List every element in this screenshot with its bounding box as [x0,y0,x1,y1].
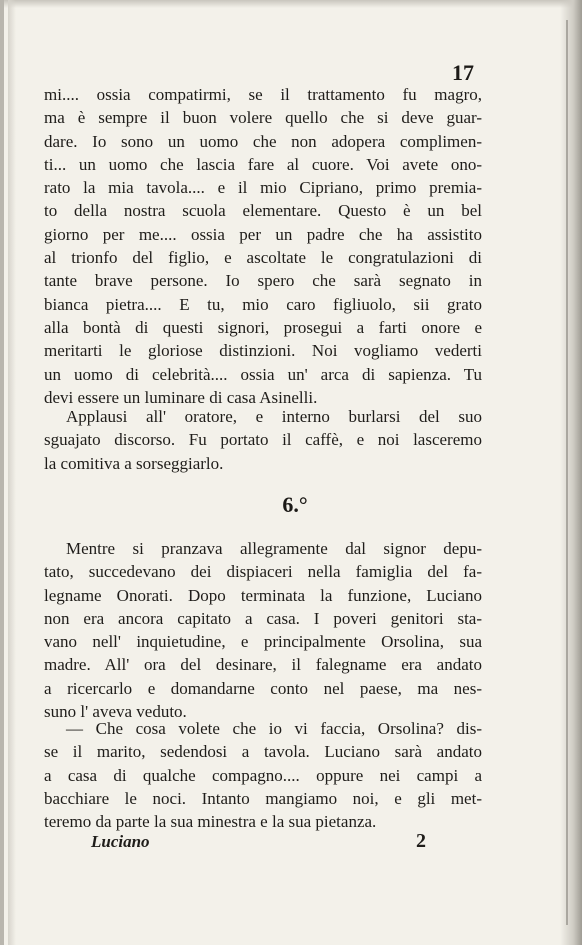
text-line: ti... un uomo che lascia fare al cuore. Voi avete ono- [44,154,482,174]
text-line: suno l' aveva veduto. [44,702,187,722]
text-line: tato, succedevano dei dispiaceri nella famiglia del fa- [44,562,482,582]
text-line: a ricercarlo e domandarne conto nel paese, ma nes- [44,678,482,698]
page-fold-line [566,20,568,925]
text-line: meritarti le gloriose distinzioni. Noi vogliamo vederti [44,341,482,361]
text-line: la comitiva a sorseggiarlo. [44,453,224,473]
text-line: giorno per me.... ossia per un padre che ha assistito [44,224,482,244]
text-line: un uomo di celebrità.... ossia un' arca di sapienza. Tu [44,364,482,384]
text-line: dare. Io sono un uomo che non adopera complimen- [44,131,482,151]
text-line: rato la mia tavola.... e il mio Cipriano, primo premia- [44,178,482,198]
text-line: Applausi all' oratore, e interno burlarsi del suo [66,407,482,426]
text-line: bianca pietra.... E tu, mio caro figliuolo, sii grato [44,294,482,314]
paragraph-dialogue [44,717,482,833]
paragraph-applause [44,405,482,475]
running-foot: Luciano [91,832,150,851]
text-line: a casa di qualche compagno.... oppure nei campi a [44,765,482,785]
text-line: mi.... ossia compatirmi, se il trattamento fu magro, [44,85,482,104]
text-line: se il marito, sedendosi a tavola. Luciano sarà andato [44,742,482,762]
text-line: madre. All' ora del desinare, il falegname era andato [44,655,482,675]
text-line: ma è sempre il buon volere quello che si deve guar- [44,108,482,128]
text-line: alla bontà di questi signori, prosegui a farti onore e [44,317,482,337]
page-left-edge [8,0,16,945]
text-line: bacchiare le noci. Intanto mangiamo noi, e gli met- [44,788,482,808]
text-line: devi essere un luminare di casa Asinelli. [44,387,318,407]
text-line: vano nell' inquietudine, e principalmente Orsolina, sua [44,632,482,652]
text-line: — Che cosa volete che io vi faccia, Orsolina? dis- [66,719,482,738]
paragraph-onorati-family [44,537,482,723]
text-line: to della nostra scuola elementare. Questo è un bel [44,201,482,221]
text-line: Mentre si pranzava allegramente dal signor depu- [66,539,482,558]
text-line: non era ancora capitato a casa. I poveri genitori sta- [44,608,482,628]
text-line: al trionfo del figlio, e ascoltate le congratulazioni di [44,248,482,268]
page-right-edge [560,0,582,945]
page-number: 17 [452,60,474,85]
text-line: legname Onorati. Dopo terminata la funzione, Luciano [44,585,482,605]
text-line: sguajato discorso. Fu portato il caffè, e noi lasceremo [44,430,482,450]
paragraph-speech-end [44,83,482,409]
text-line: tante brave persone. Io spero che sarà segnato in [44,271,482,291]
signature-mark: 2 [416,830,426,852]
page-top-shadow [4,0,582,8]
section-heading: 6.° [282,492,308,517]
text-line: teremo da parte la sua minestra e la sua pietanza. [44,812,377,832]
